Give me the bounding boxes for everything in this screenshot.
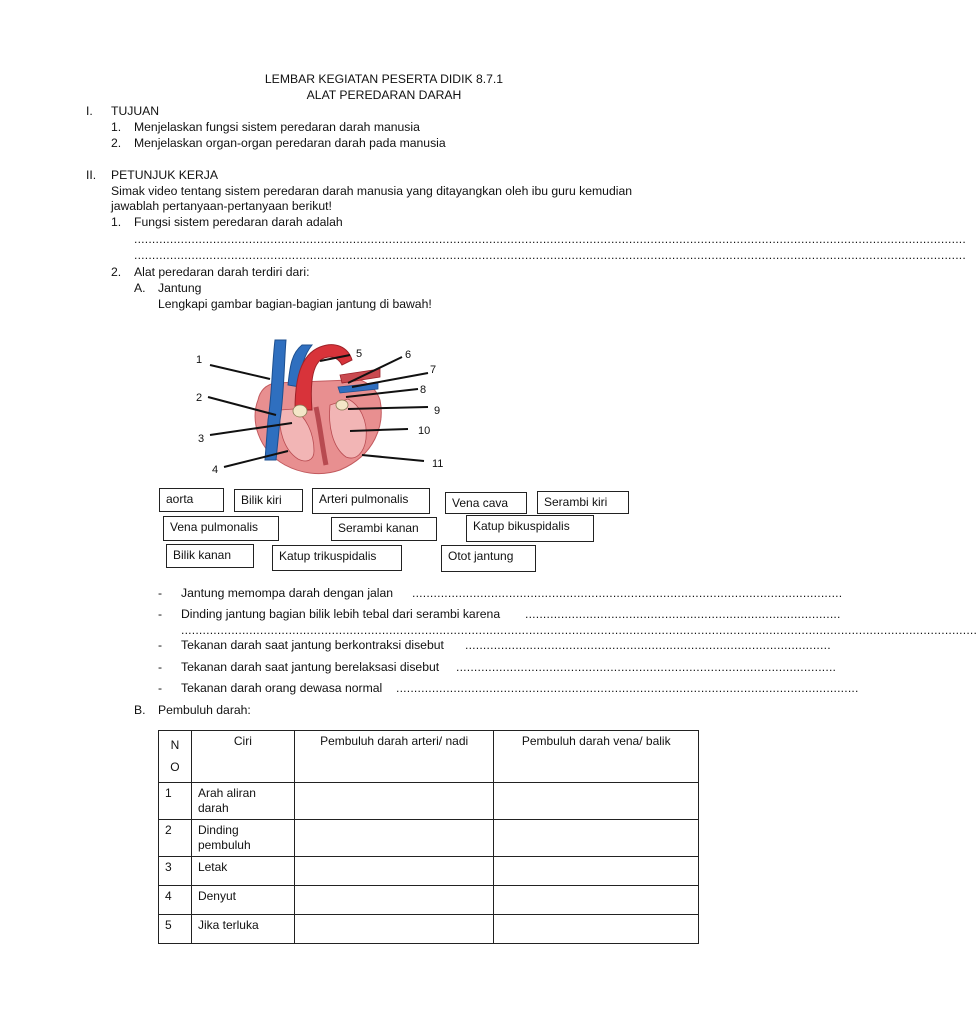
word-bank-bilik-kiri[interactable]: Bilik kiri bbox=[234, 489, 303, 512]
bullet-marker: - bbox=[158, 660, 163, 674]
heart-label-11: 11 bbox=[432, 458, 444, 470]
header-cell-arteri bbox=[294, 731, 494, 783]
table-row bbox=[159, 886, 699, 915]
answer-dotted-line[interactable]: ...................................................................................................... bbox=[465, 638, 831, 652]
blood-vessel-table bbox=[158, 730, 699, 944]
section-2-heading: PETUNJUK KERJA bbox=[111, 168, 218, 182]
heart-label-2: 2 bbox=[196, 392, 203, 404]
objective-2-number: 2. bbox=[111, 136, 122, 150]
heart-label-5: 5 bbox=[356, 348, 363, 360]
heart-label-6: 6 bbox=[405, 349, 412, 361]
bullet-5-text: Tekanan darah orang dewasa normal bbox=[181, 681, 383, 695]
bullet-3-text: Tekanan darah saat jantung berkontraksi disebut bbox=[181, 638, 444, 652]
bullet-marker: - bbox=[158, 681, 163, 695]
word-bank-katup-trikuspidalis[interactable]: Katup trikuspidalis bbox=[272, 545, 402, 571]
table-row bbox=[159, 915, 699, 944]
header-arteri-text: Pembuluh darah arteri/ nadi bbox=[320, 734, 469, 748]
header-cell-no bbox=[159, 731, 192, 783]
bullet-4-text: Tekanan darah saat jantung berelaksasi disebut bbox=[181, 660, 440, 674]
table-row bbox=[159, 783, 699, 820]
heart-instruction: Lengkapi gambar bagian-bagian jantung di bawah! bbox=[158, 297, 432, 311]
heart-label-7: 7 bbox=[430, 364, 437, 376]
instruction-line-2: jawablah pertanyaan-pertanyaan berikut! bbox=[111, 199, 332, 213]
header-no-text: N O bbox=[170, 738, 180, 774]
word-bank-aorta[interactable]: aorta bbox=[159, 488, 224, 512]
answer-cell-vena[interactable] bbox=[494, 857, 699, 886]
heart-label-4: 4 bbox=[212, 464, 219, 476]
word-bank-serambi-kanan[interactable]: Serambi kanan bbox=[331, 517, 437, 541]
question-2-number: 2. bbox=[111, 265, 122, 279]
answer-dotted-line[interactable]: ................................................................................................................................. bbox=[396, 681, 859, 695]
sub-a-letter: A. bbox=[134, 281, 146, 295]
bullet-marker: - bbox=[158, 586, 163, 600]
sub-a-heading: Jantung bbox=[158, 281, 202, 295]
question-1-text: Fungsi sistem peredaran darah adalah bbox=[134, 215, 343, 229]
heart-label-10: 10 bbox=[418, 425, 431, 437]
row-ciri: Letak bbox=[191, 857, 294, 886]
leader-line-11 bbox=[362, 455, 424, 461]
header-cell-vena bbox=[494, 731, 699, 783]
objective-2-text: Menjelaskan organ-organ peredaran darah pada manusia bbox=[134, 136, 446, 150]
table-row bbox=[159, 820, 699, 857]
row-number: 4 bbox=[159, 886, 192, 915]
row-number: 5 bbox=[159, 915, 192, 944]
question-2-text: Alat peredaran darah terdiri dari: bbox=[134, 265, 310, 279]
header-vena-text: Pembuluh darah vena/ balik bbox=[521, 734, 671, 748]
heart-diagram bbox=[180, 325, 460, 485]
sub-b-heading: Pembuluh darah: bbox=[158, 703, 251, 717]
row-number: 2 bbox=[159, 820, 192, 857]
word-bank-katup-bikuspidalis[interactable]: Katup bikuspidalis bbox=[466, 515, 594, 542]
answer-dotted-line[interactable]: ........................................................................................................................................................................................................................................ bbox=[134, 232, 966, 246]
instruction-line-1: Simak video tentang sistem peredaran darah manusia yang ditayangkan oleh ibu guru kemudian bbox=[111, 184, 633, 198]
answer-cell-arteri[interactable] bbox=[294, 886, 494, 915]
objective-1-number: 1. bbox=[111, 120, 122, 134]
row-ciri: Dinding pembuluh bbox=[191, 820, 294, 857]
section-2-number: II. bbox=[86, 168, 97, 182]
word-bank-arteri-pulmonalis[interactable]: Arteri pulmonalis bbox=[312, 488, 430, 514]
valve-shape bbox=[336, 400, 348, 410]
answer-cell-vena[interactable] bbox=[494, 915, 699, 944]
bullet-1-text: Jantung memompa darah dengan jalan bbox=[181, 586, 394, 600]
answer-cell-arteri[interactable] bbox=[294, 783, 494, 820]
row-ciri: Jika terluka bbox=[191, 915, 294, 944]
row-number: 1 bbox=[159, 783, 192, 820]
row-ciri: Denyut bbox=[191, 886, 294, 915]
bullet-2-text: Dinding jantung bagian bilik lebih tebal dari serambi karena bbox=[181, 607, 501, 621]
bullet-marker: - bbox=[158, 638, 163, 652]
answer-dotted-line[interactable]: ........................................................................................ bbox=[525, 607, 841, 621]
answer-dotted-line[interactable]: .......................................................................................................... bbox=[456, 660, 837, 674]
answer-dotted-line[interactable]: .............................................................................................................................................................................................................................. bbox=[181, 623, 977, 637]
valve-shape bbox=[293, 405, 307, 417]
word-bank-serambi-kiri[interactable]: Serambi kiri bbox=[537, 491, 629, 514]
leader-line-1 bbox=[210, 365, 270, 379]
word-bank-vena-cava[interactable]: Vena cava bbox=[445, 492, 527, 514]
sub-b-letter: B. bbox=[134, 703, 146, 717]
table-row bbox=[159, 857, 699, 886]
word-bank-bilik-kanan[interactable]: Bilik kanan bbox=[166, 544, 254, 568]
heart-label-9: 9 bbox=[434, 405, 441, 417]
answer-dotted-line[interactable]: ........................................................................................................................ bbox=[412, 586, 843, 600]
row-ciri: Arah aliran darah bbox=[191, 783, 294, 820]
objective-1-text: Menjelaskan fungsi sistem peredaran darah manusia bbox=[134, 120, 420, 134]
answer-cell-arteri[interactable] bbox=[294, 857, 494, 886]
answer-cell-arteri[interactable] bbox=[294, 915, 494, 944]
heart-label-8: 8 bbox=[420, 384, 427, 396]
page-subtitle: ALAT PEREDARAN DARAH bbox=[306, 88, 462, 102]
answer-cell-vena[interactable] bbox=[494, 886, 699, 915]
heart-label-3: 3 bbox=[198, 433, 205, 445]
answer-cell-vena[interactable] bbox=[494, 783, 699, 820]
page-title: LEMBAR KEGIATAN PESERTA DIDIK 8.7.1 bbox=[264, 72, 504, 86]
row-number: 3 bbox=[159, 857, 192, 886]
header-ciri-text: Ciri bbox=[233, 734, 252, 748]
heart-label-1: 1 bbox=[196, 354, 203, 366]
answer-dotted-line[interactable]: ........................................................................................................................................................................................................................................ bbox=[134, 248, 966, 262]
section-1-heading: TUJUAN bbox=[111, 104, 160, 118]
bullet-marker: - bbox=[158, 607, 163, 621]
word-bank-otot-jantung[interactable]: Otot jantung bbox=[441, 545, 536, 572]
answer-cell-vena[interactable] bbox=[494, 820, 699, 857]
word-bank-vena-pulmonalis[interactable]: Vena pulmonalis bbox=[163, 516, 279, 541]
answer-cell-arteri[interactable] bbox=[294, 820, 494, 857]
table-header-row bbox=[159, 731, 699, 783]
question-1-number: 1. bbox=[111, 215, 122, 229]
header-cell-ciri bbox=[191, 731, 294, 783]
section-1-number: I. bbox=[86, 104, 93, 118]
